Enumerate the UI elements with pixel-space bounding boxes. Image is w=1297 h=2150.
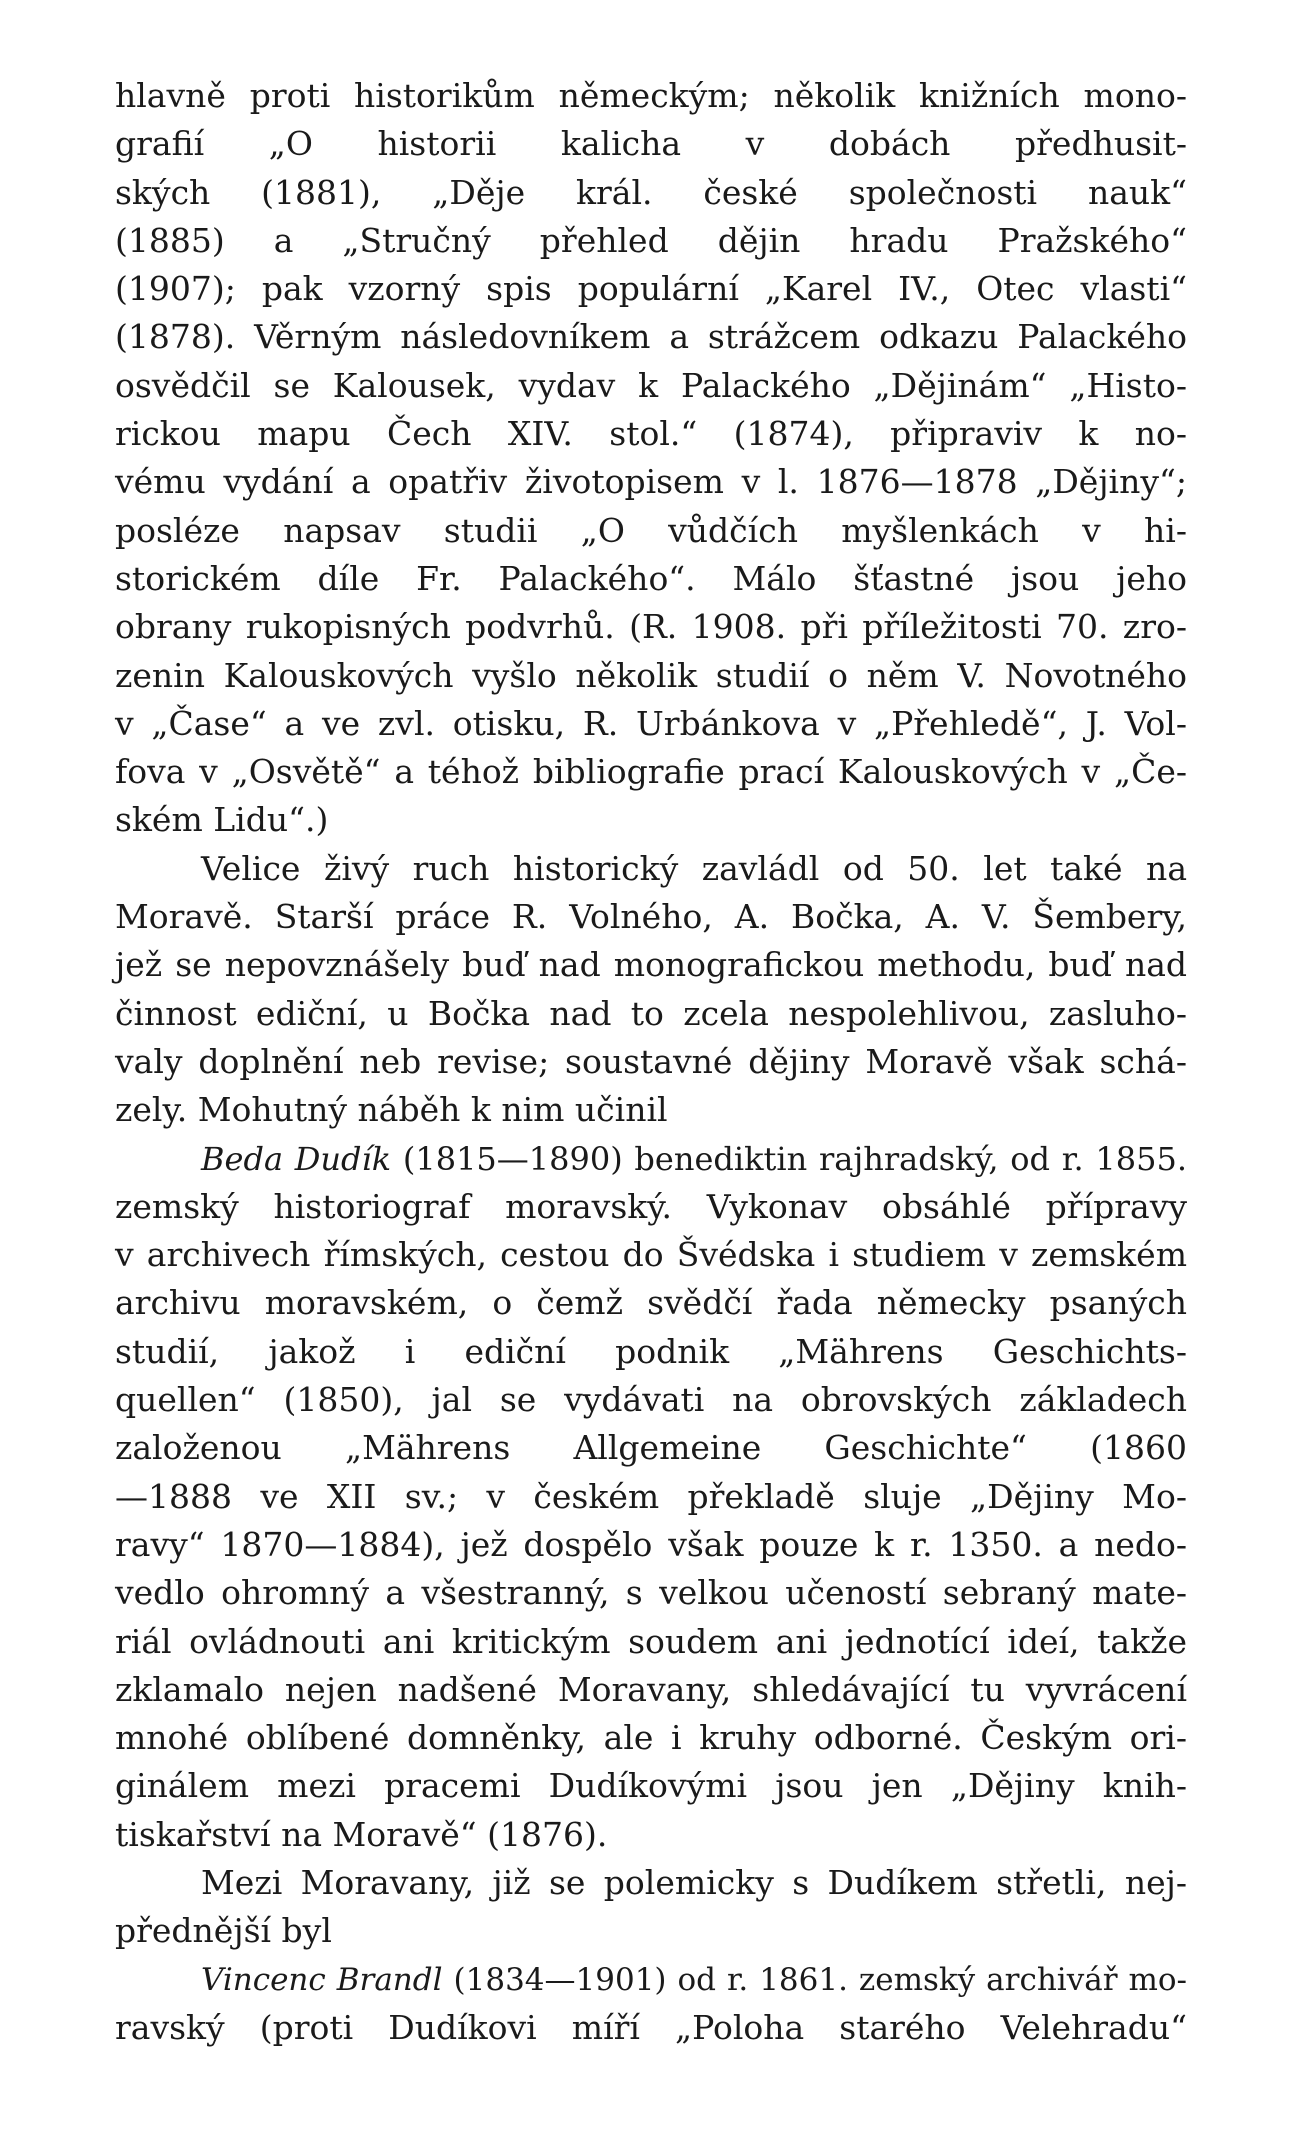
- person-name: Vincenc Brandl: [201, 1961, 443, 1998]
- line-text: v archivech římských, cestou do Švédska i studiem v zemském: [115, 1235, 1187, 1275]
- text-line: [115, 1762, 1187, 1810]
- text-line: [115, 169, 1187, 217]
- text-line: [115, 1859, 1187, 1907]
- line-text: osvědčil se Kalousek, vydav k Palackého „Dějinám“ „Histo-: [115, 365, 1187, 405]
- line-text: (1834—1901) od r. 1861. zemský archivář mo-: [453, 1961, 1188, 1998]
- text-line: [115, 845, 1187, 893]
- text-line: [115, 313, 1187, 361]
- text-line: [115, 72, 1187, 120]
- line-text: Velice živý ruch historický zavládl od 50. let také na: [201, 848, 1187, 888]
- line-text: vému vydání a opatřiv životopisem v l. 1876—1878 „Dějiny“;: [115, 462, 1187, 502]
- line-text: založenou „Mährens Allgemeine Geschichte“ (1860: [115, 1428, 1187, 1468]
- line-text: jež se nepovznášely buď nad monografickou methodu, buď nad: [115, 945, 1187, 985]
- text-line: [115, 1521, 1187, 1569]
- text-line: [115, 893, 1187, 941]
- text-line: [115, 1956, 1187, 2004]
- text-line: [115, 1328, 1187, 1376]
- line-text: rickou mapu Čech XIV. stol.“ (1874), připraviv k no-: [115, 414, 1187, 454]
- line-text: hlavně proti historikům německým; několik knižních mono-: [115, 76, 1187, 115]
- line-text: —1888 ve XII sv.; v českém překladě sluje „Dějiny Mo-: [115, 1476, 1187, 1516]
- line-text: (1878). Věrným následovníkem a strážcem odkazu Palackého: [115, 317, 1187, 357]
- line-text: ravský (proti Dudíkovi míří „Poloha starého Velehradu“: [115, 2007, 1187, 2047]
- text-line: [115, 1907, 1187, 1955]
- body-text: [115, 72, 1187, 2052]
- line-text: valy doplnění neb revise; soustavné dějiny Moravě však schá-: [115, 1041, 1187, 1081]
- line-text: quellen“ (1850), jal se vydávati na obrovských základech: [115, 1380, 1187, 1420]
- text-line: [115, 700, 1187, 748]
- line-text: posléze napsav studii „O vůdčích myšlenkách v hi-: [115, 510, 1187, 550]
- line-text: ravy“ 1870—1884), jež dospělo však pouze k r. 1350. a nedo-: [115, 1524, 1187, 1564]
- line-text: zklamalo nejen nadšené Moravany, shledávající tu vyvrácení: [115, 1669, 1187, 1709]
- line-text: (1885) a „Stručný přehled dějin hradu Pražského“: [115, 220, 1187, 260]
- line-text: v „Čase“ a ve zvl. otisku, R. Urbánkova v „Přehledě“, J. Vol-: [115, 703, 1187, 743]
- text-line: [115, 120, 1187, 168]
- line-text: zemský historiograf moravský. Vykonav obsáhlé přípravy: [115, 1186, 1187, 1226]
- text-line: [115, 1135, 1187, 1183]
- text-line: [115, 1038, 1187, 1086]
- text-line: [115, 217, 1187, 265]
- text-line: [115, 1473, 1187, 1521]
- line-text: (1815—1890) benediktin rajhradský, od r. 1855.: [402, 1139, 1188, 1178]
- line-text: storickém díle Fr. Palackého“. Málo šťastné jsou jeho: [115, 558, 1187, 598]
- line-text: Moravě. Starší práce R. Volného, A. Bočka, A. V. Šembery,: [115, 897, 1187, 937]
- line-text: ském Lidu“.): [115, 800, 329, 840]
- text-line: [115, 1183, 1187, 1231]
- line-text: obrany rukopisných podvrhů. (R. 1908. při příležitosti 70. zro-: [115, 607, 1187, 647]
- line-text: Mezi Moravany, již se polemicky s Dudíkem střetli, nej-: [201, 1862, 1187, 1902]
- text-line: [115, 2004, 1187, 2052]
- text-line: [115, 1231, 1187, 1279]
- text-line: [115, 555, 1187, 603]
- line-text: archivu moravském, o čemž svědčí řada německy psaných: [115, 1283, 1187, 1323]
- text-line: [115, 1086, 1187, 1134]
- text-line: [115, 990, 1187, 1038]
- text-line: [115, 1424, 1187, 1472]
- line-text: (1907); pak vzorný spis populární „Karel IV., Otec vlasti“: [115, 269, 1187, 309]
- text-line: [115, 410, 1187, 458]
- text-line: [115, 458, 1187, 506]
- line-text: studií, jakož i ediční podnik „Mährens Geschichts-: [115, 1331, 1187, 1371]
- text-line: [115, 1569, 1187, 1617]
- text-line: [115, 796, 1187, 844]
- text-line: [115, 603, 1187, 651]
- person-name: Beda Dudík: [201, 1139, 392, 1178]
- line-text: tiskařství na Moravě“ (1876).: [115, 1814, 608, 1854]
- text-line: [115, 507, 1187, 555]
- line-text: činnost ediční, u Bočka nad to zcela nespolehlivou, zasluho-: [115, 993, 1187, 1033]
- text-line: [115, 362, 1187, 410]
- text-line: [115, 1618, 1187, 1666]
- text-line: [115, 265, 1187, 313]
- line-text: grafií „O historii kalicha v dobách předhusit-: [115, 124, 1187, 164]
- text-line: [115, 748, 1187, 796]
- text-line: [115, 1376, 1187, 1424]
- text-line: [115, 1279, 1187, 1327]
- line-text: vedlo ohromný a všestranný, s velkou učeností sebraný mate-: [115, 1573, 1187, 1613]
- text-line: [115, 1811, 1187, 1859]
- text-line: [115, 652, 1187, 700]
- line-text: riál ovládnouti ani kritickým soudem ani jednotící ideí, takže: [115, 1621, 1187, 1661]
- line-text: mnohé oblíbené domněnky, ale i kruhy odborné. Českým ori-: [115, 1718, 1187, 1758]
- line-text: zely. Mohutný náběh k nim učinil: [115, 1090, 668, 1130]
- line-text: ginálem mezi pracemi Dudíkovými jsou jen „Dějiny knih-: [115, 1766, 1187, 1806]
- text-line: [115, 1666, 1187, 1714]
- text-line: [115, 1714, 1187, 1762]
- text-line: [115, 941, 1187, 989]
- line-text: zenin Kalouskových vyšlo několik studií o něm V. Novotného: [115, 655, 1187, 695]
- line-text: přednější byl: [115, 1911, 332, 1951]
- line-text: fova v „Osvětě“ a téhož bibliografie prací Kalouskových v „Če-: [115, 752, 1187, 792]
- line-text: ských (1881), „Děje král. české společnosti nauk“: [115, 172, 1187, 212]
